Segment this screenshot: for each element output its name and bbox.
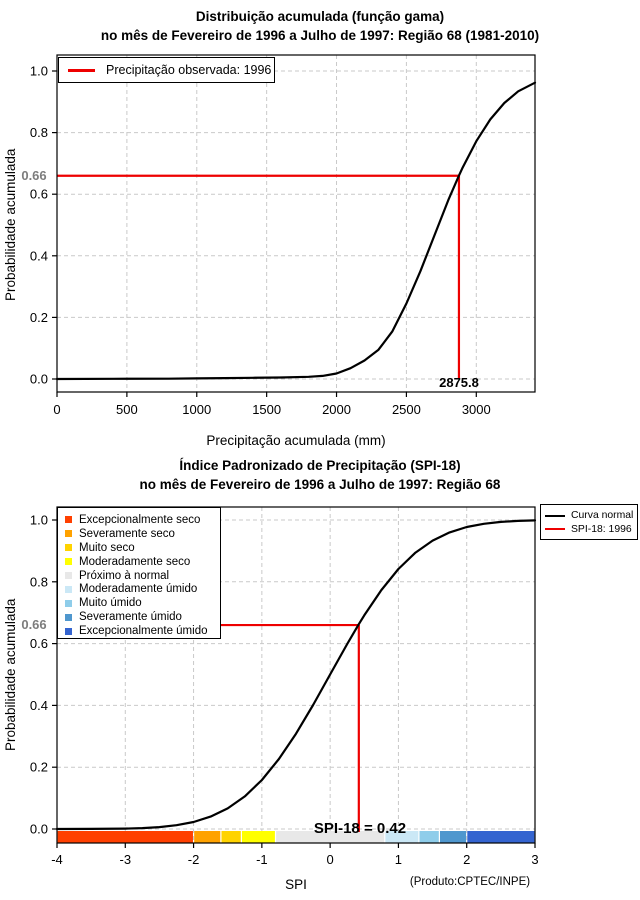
spi-value-annotation: SPI-18 = 0.42 — [313, 820, 407, 837]
spi-color-bar-segment — [440, 831, 466, 843]
category-label: Moderadamente seco — [79, 555, 191, 568]
gamma-chart-title-line1: Distribuição acumulada (função gama) — [195, 9, 445, 24]
gamma-x-axis-label: Precipitação acumulada (mm) — [206, 433, 386, 448]
y-tick-label: 0.4 — [29, 697, 48, 713]
x-tick-label: -1 — [256, 852, 268, 867]
spi-category-legend — [57, 507, 221, 639]
x-tick-label: 0 — [53, 402, 61, 417]
y-tick-label: 0.0 — [29, 371, 48, 387]
y-tick-label: 0.2 — [29, 309, 48, 325]
x-tick-label: 1500 — [252, 402, 282, 417]
legend-row-normal-curve — [545, 509, 634, 523]
spi18-legend-label: SPI-18: 1996 — [571, 523, 632, 535]
x-tick-label: -3 — [119, 852, 132, 867]
spi-x-axis-label: SPI — [285, 877, 307, 892]
spi-chart-title-line1: Índice Padronizado de Precipitação (SPI-18) — [179, 458, 461, 473]
spi-series-legend — [540, 504, 638, 540]
y-tick-label: 0.2 — [29, 759, 48, 775]
category-swatch — [65, 516, 72, 523]
y-tick-label: 0.4 — [29, 248, 48, 264]
y-tick-label: 0.8 — [29, 125, 48, 141]
legend-item-excepcionalmente-seco — [65, 513, 220, 527]
spi-color-bar-segment — [221, 831, 240, 843]
y-tick-label: 0.0 — [29, 821, 48, 837]
x-tick-label: 3000 — [461, 402, 491, 417]
legend-item-muito-seco — [65, 541, 220, 555]
category-label: Moderadamente úmido — [79, 583, 198, 596]
legend-item-moderadamente-seco — [65, 555, 220, 569]
category-swatch — [65, 586, 72, 593]
cdf-curve — [57, 83, 535, 379]
x-tick-label: -4 — [51, 852, 63, 867]
category-swatch — [65, 614, 72, 621]
legend-row-spi18 — [545, 523, 634, 537]
spi-color-bar-segment — [194, 831, 220, 843]
legend-item-muito-mido — [65, 596, 220, 610]
gamma-threshold-probability-label: 0.66 — [21, 168, 47, 183]
spi-color-bar-segment — [58, 831, 193, 843]
spi-y-axis-label: Probabilidade acumulada — [3, 598, 18, 752]
spi-chart-title-line2: no mês de Fevereiro de 1996 a Julho de 1997: Região 68 — [139, 476, 501, 492]
observed-precipitation-line-sample — [68, 69, 95, 72]
category-swatch — [65, 558, 72, 565]
x-tick-label: 2000 — [322, 402, 351, 417]
spi-color-bar-segment — [420, 831, 439, 843]
plot-box — [57, 55, 535, 392]
x-tick-label: 1000 — [182, 402, 212, 417]
x-tick-label: 1 — [394, 852, 403, 867]
gamma-chart-title-line2: no mês de Fevereiro de 1996 a Julho de 1997: Região 68 (1981-2010) — [100, 27, 540, 43]
category-swatch — [65, 572, 72, 579]
spi-color-bar-segment — [242, 831, 275, 843]
category-label: Severamente seco — [79, 527, 175, 540]
legend-item-moderadamente-mido — [65, 582, 220, 596]
spi-threshold-probability-label: 0.66 — [21, 617, 47, 632]
spi-color-bar-segment — [467, 831, 534, 843]
normal-curve-legend-label: Curva normal — [571, 510, 634, 521]
x-tick-label: 2500 — [391, 402, 421, 417]
category-swatch — [65, 544, 72, 551]
legend-item-severamente-seco — [65, 527, 220, 541]
gamma-legend — [58, 57, 275, 83]
category-swatch — [65, 628, 72, 635]
y-tick-label: 0.8 — [29, 574, 48, 590]
category-label: Muito seco — [79, 541, 135, 554]
gamma-y-axis-label: Probabilidade acumulada — [3, 148, 18, 302]
category-swatch — [65, 600, 72, 607]
category-label: Muito úmido — [79, 597, 142, 610]
spi18-line-sample — [545, 528, 565, 530]
legend-item-severamente-mido — [65, 610, 220, 624]
category-label: Excepcionalmente úmido — [79, 625, 208, 638]
observed-precipitation-legend-label: Precipitação observada: 1996 — [106, 63, 272, 77]
x-tick-label: 3 — [531, 852, 539, 867]
category-label: Excepcionalmente seco — [79, 513, 201, 526]
source-note: (Produto:CPTEC/INPE) — [409, 876, 531, 888]
category-label: Próximo à normal — [79, 569, 170, 582]
x-tick-label: 500 — [116, 402, 138, 417]
x-tick-label: 0 — [326, 852, 334, 867]
category-swatch — [65, 530, 72, 537]
x-tick-label: 2 — [463, 852, 471, 867]
y-tick-label: 0.6 — [29, 186, 48, 202]
y-tick-label: 0.6 — [29, 636, 48, 652]
y-tick-label: 1.0 — [29, 63, 48, 79]
normal-curve-line-sample — [545, 515, 565, 517]
legend-item-pr-ximo-normal — [65, 569, 220, 583]
y-tick-label: 1.0 — [29, 512, 48, 528]
legend-item-excepcionalmente-mido — [65, 624, 220, 638]
gamma-threshold-value-label: 2875.8 — [439, 375, 479, 390]
category-label: Severamente úmido — [79, 611, 182, 624]
x-tick-label: -2 — [187, 852, 200, 867]
